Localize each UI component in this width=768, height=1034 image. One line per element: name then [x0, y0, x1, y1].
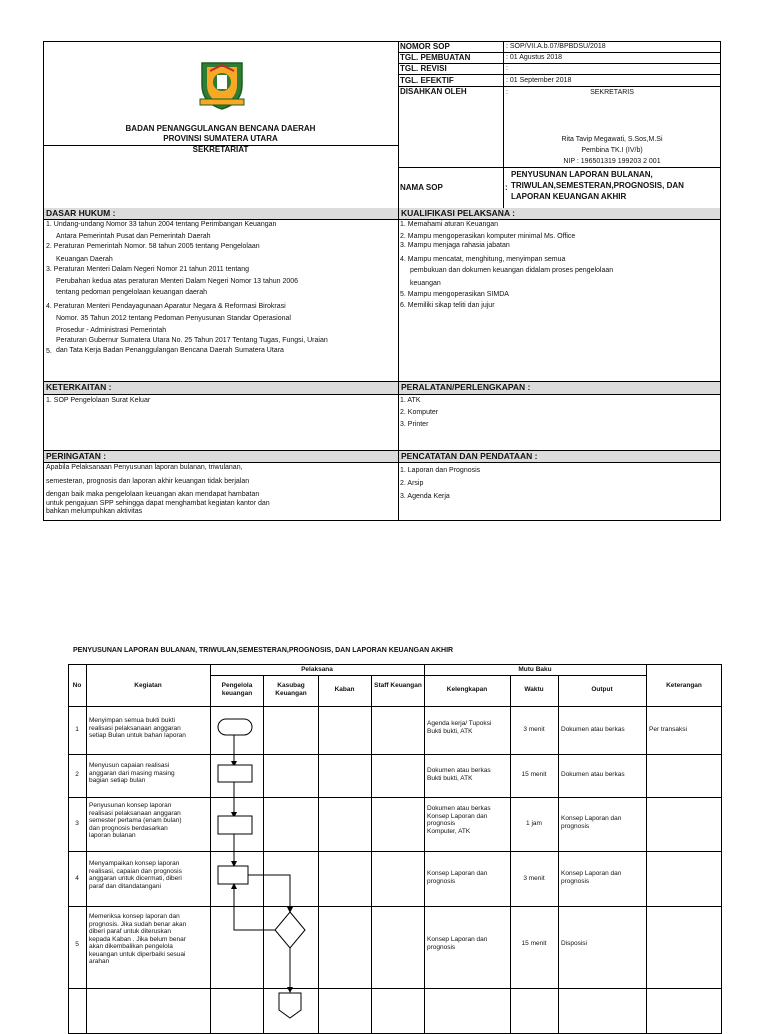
- kelengkapan-line: Agenda kerja/ Tupoksi: [427, 720, 492, 727]
- nama-sop-line: LAPORAN KEUANGAN AKHIR: [511, 192, 627, 201]
- peringatan-line: bahkan melumpuhkan aktivitas: [46, 508, 143, 516]
- tgl-efektif-label: TGL. EFEKTIF: [400, 76, 454, 85]
- kualifikasi-item: 4. Mampu mencatat, menghitung, menyimpan semua: [400, 255, 566, 263]
- kualifikasi-item: pembukuan dan dokumen keuangan didalam proses pengelolaan: [410, 266, 614, 274]
- kegiatan-line: Menyampaikan konsep laporan: [89, 860, 180, 867]
- peralatan-item: 1. ATK: [400, 397, 421, 404]
- row-waktu: 1 jam: [526, 820, 542, 827]
- kegiatan-line: diberi paraf untuk diteruskan: [89, 928, 172, 935]
- peralatan-item: 2. Komputer: [400, 409, 439, 416]
- header-mutu-baku: Mutu Baku: [518, 666, 552, 673]
- dasar-hukum-item: 2. Peraturan Pemerintah Nomor. 58 tahun 2005 tentang Pengelolaan: [46, 243, 260, 251]
- header-keterangan: Keterangan: [666, 682, 702, 689]
- kualifikasi-item: 5. Mampu mengoperasikan SIMDA: [400, 291, 509, 299]
- tgl-revisi-label: TGL. REVISI: [400, 64, 447, 73]
- kualifikasi-item: 2. Mampu mengoperasikan komputer minimal Ms. Office: [400, 233, 576, 241]
- flow-arrow: [248, 875, 290, 910]
- pencatatan-heading: PENCATATAN DAN PENDATAAN :: [399, 451, 720, 462]
- dasar-hukum-item: Peraturan Gubernur Sumatera Utara No. 25 Tahun 2017 Tentang Tugas, Fungsi, Uraian: [56, 337, 328, 345]
- dasar-hukum-item: Keuangan Daerah: [56, 255, 113, 263]
- process-box-shape: [218, 866, 248, 884]
- disahkan-label: DISAHKAN OLEH: [400, 87, 467, 96]
- row-no: 2: [75, 771, 79, 778]
- nama-sop-line: TRIWULAN,SEMESTERAN,PROGNOSIS, DAN: [511, 181, 684, 190]
- pencatatan-item: 3. Agenda Kerja: [400, 493, 450, 500]
- kegiatan-line: realisasi pelaksanaan anggaran: [89, 724, 181, 732]
- peringatan-line: dengan baik maka pengelolaan keuangan akan mendapat hambatan: [46, 491, 260, 499]
- row-no: 1: [75, 726, 79, 733]
- flow-arrow: [234, 886, 275, 930]
- org-unit-line: SEKRETARIAT: [192, 145, 249, 154]
- kelengkapan-line: Bukti bukti, ATK: [427, 774, 473, 782]
- nomor-sop-value: : SOP/VII.A.b.07/BPBDSU/2018: [506, 43, 606, 50]
- kegiatan-line: Memeriksa konsep laporan dan: [89, 913, 180, 920]
- kelengkapan-line: Komputer, ATK: [427, 827, 471, 835]
- kegiatan-line: realisasi pelaksanaan anggaran: [89, 809, 181, 817]
- signer-rank: Pembina TK.I (IV/b): [581, 147, 643, 154]
- kegiatan-line: setiap Bulan untuk bahan laporan: [89, 732, 186, 739]
- dasar-hukum-item: 1. Undang-undang Nomor 33 tahun 2004 tentang Perimbangan Keuangan: [46, 221, 277, 228]
- row-waktu: 15 menit: [521, 940, 547, 947]
- start-terminator-shape: [218, 719, 252, 735]
- output-line: prognosis: [561, 822, 590, 830]
- output-line: Konsep Laporan dan: [561, 815, 622, 822]
- kegiatan-line: laporan bulanan: [89, 832, 136, 839]
- header-output: Output: [591, 686, 613, 693]
- off-page-connector-shape: [279, 993, 301, 1018]
- kelengkapan-line: Bukti bukti, ATK: [427, 727, 473, 735]
- peralatan-heading: PERALATAN/PERLENGKAPAN :: [399, 382, 720, 394]
- dasar-hukum-item: dan Tata Kerja Badan Penanggulangan Bencana Daerah Sumatera Utara: [56, 347, 284, 355]
- peringatan-line: untuk pengajuan SPP sehingga dapat menghambat kegiatan kantor dan: [46, 499, 270, 507]
- keterkaitan-heading: KETERKAITAN :: [44, 382, 398, 394]
- kegiatan-line: anggaran dari masing masing: [89, 769, 175, 777]
- signer-nip: NIP : 196501319 199203 2 001: [563, 158, 661, 165]
- kualifikasi-item: 6. Memiliki sikap teliti dan jujur: [400, 302, 495, 310]
- kegiatan-line: arahan: [89, 958, 110, 965]
- output-line: prognosis: [561, 877, 590, 885]
- tgl-efektif-value: : 01 September 2018: [506, 77, 572, 84]
- kegiatan-line: Penyusunan konsep laporan: [89, 802, 172, 809]
- kualifikasi-heading: KUALIFIKASI PELAKSANA :: [399, 208, 720, 219]
- tgl-revisi-value: :: [506, 65, 508, 72]
- nama-sop-label: NAMA SOP: [400, 183, 443, 192]
- process-box-shape: [218, 765, 252, 782]
- kelengkapan-line: prognosis: [427, 943, 456, 951]
- kegiatan-line: paraf dan ditandatangani: [89, 882, 161, 890]
- kegiatan-line: keuangan untuk diperbaiki sesuai: [89, 950, 186, 958]
- nama-sop-colon: :: [505, 183, 508, 192]
- row-no: 4: [75, 875, 79, 882]
- tgl-pembuatan-value: : 01 Agustus 2018: [506, 54, 563, 61]
- row-waktu: 15 menit: [521, 771, 547, 778]
- dasar-hukum-item: Nomor. 35 Tahun 2012 tentang Pedoman Penyusunan Standar Operasional: [56, 314, 291, 322]
- kegiatan-line: prognosis. Jika sudah benar akan: [89, 920, 187, 928]
- keterkaitan-item: 1. SOP Pengelolaan Surat Keluar: [46, 397, 151, 404]
- tgl-pembuatan-label: TGL. PEMBUATAN: [400, 53, 471, 62]
- kelengkapan-line: Konsep Laporan dan: [427, 936, 488, 943]
- org-name-line: BADAN PENANGGULANGAN BENCANA DAERAH: [125, 124, 316, 133]
- header-no: No: [72, 682, 82, 689]
- row-output: Dokumen atau berkas: [561, 726, 625, 733]
- header-pengelola: Pengelola keuangan: [221, 682, 253, 697]
- row-output: Dokumen atau berkas: [561, 771, 625, 778]
- kelengkapan-line: Konsep Laporan dan: [427, 812, 488, 820]
- signer-name: Rita Tavip Megawati, S.Sos,M.Si: [561, 136, 663, 143]
- disahkan-colon: :: [506, 89, 508, 96]
- process-box-shape: [218, 816, 252, 834]
- kelengkapan-line: prognosis: [427, 820, 456, 827]
- kegiatan-line: anggaran untuk dicermati, diberi: [89, 875, 182, 882]
- header-staff: Staff Keuangan: [374, 682, 422, 689]
- row-waktu: 3 menit: [523, 726, 545, 733]
- kualifikasi-item: keuangan: [410, 280, 441, 288]
- kegiatan-line: realisasi, capaian dan prognosis: [89, 867, 182, 875]
- header-kaban: Kaban: [334, 686, 355, 693]
- header-waktu: Waktu: [524, 686, 544, 693]
- kegiatan-line: Menyusun capaian realisasi: [89, 762, 170, 769]
- row-keterangan: Per transaksi: [649, 726, 687, 733]
- peringatan-heading: PERINGATAN :: [44, 451, 398, 462]
- kegiatan-line: bagian setiap bulan: [89, 777, 146, 784]
- kegiatan-line: dan prognosis berdasarkan: [89, 824, 168, 832]
- dasar-hukum-heading: DASAR HUKUM :: [44, 208, 398, 219]
- header-kegiatan: Kegiatan: [134, 682, 162, 689]
- dasar-hukum-num-5: 5.: [46, 348, 52, 355]
- peringatan-line: semesteran, prognosis dan laporan akhir keuangan tidak berjalan: [46, 477, 250, 485]
- dasar-hukum-item: Perubahan kedua atas peraturan Menteri Dalam Negeri Nomor 13 tahun 2006: [56, 278, 299, 286]
- kegiatan-line: Menyimpan semua bukti bukti: [89, 717, 175, 724]
- dasar-hukum-item: Prosedur - Administrasi Pemerintah: [56, 326, 167, 334]
- flow-title: PENYUSUNAN LAPORAN BULANAN, TRIWULAN,SEMESTERAN,PROGNOSIS, DAN LAPORAN KEUANGAN AKHIR: [73, 647, 454, 654]
- header-pelaksana: Pelaksana: [301, 666, 333, 673]
- row-no: 5: [75, 941, 79, 948]
- kelengkapan-line: Dokumen atau berkas: [427, 805, 491, 812]
- row-waktu: 3 menit: [523, 875, 545, 882]
- nama-sop-line: PENYUSUNAN LAPORAN BULANAN,: [511, 170, 653, 179]
- org-province-line: PROVINSI SUMATERA UTARA: [163, 134, 278, 143]
- kelengkapan-line: Konsep Laporan dan: [427, 870, 488, 877]
- dasar-hukum-item: tentang pedoman pengelolaan keuangan daerah: [56, 289, 208, 297]
- kegiatan-line: kepada Kaban . Jika belum benar: [89, 935, 186, 943]
- header-kelengkapan: Kelengkapan: [446, 686, 488, 693]
- kelengkapan-line: Dokumen atau berkas: [427, 767, 491, 774]
- row-output: Disposisi: [561, 940, 588, 947]
- peringatan-line: Apabila Pelaksanaan Penyusunan laporan bulanan, triwulanan,: [46, 464, 243, 471]
- row-no: 3: [75, 820, 79, 827]
- kegiatan-line: semester pertama (enam bulan): [89, 817, 182, 824]
- output-line: Konsep Laporan dan: [561, 870, 622, 877]
- kelengkapan-line: prognosis: [427, 877, 456, 885]
- peralatan-item: 3. Printer: [400, 421, 429, 428]
- dasar-hukum-item: 3. Peraturan Menteri Dalam Negeri Nomor 21 tahun 2011 tentang: [46, 265, 249, 273]
- disahkan-role: SEKRETARIS: [590, 89, 634, 96]
- decision-diamond-shape: [275, 912, 305, 948]
- pencatatan-item: 2. Arsip: [400, 480, 424, 487]
- dasar-hukum-item: Antara Pemerintah Pusat dan Pemerintah Daerah: [56, 233, 211, 241]
- kualifikasi-item: 1. Memahami aturan Keuangan: [400, 221, 499, 228]
- dasar-hukum-item: 4. Peraturan Menteri Pendayagunaan Aparatur Negara & Reformasi Birokrasi: [46, 303, 286, 311]
- header-kasubag: Kasubag Keuangan: [275, 682, 307, 697]
- kegiatan-line: akan dikembalikan pengelola: [89, 943, 173, 950]
- pencatatan-item: 1. Laporan dan Prognosis: [400, 467, 481, 474]
- kualifikasi-item: 3. Mampu menjaga rahasia jabatan: [400, 242, 510, 250]
- nomor-sop-label: NOMOR SOP: [400, 42, 450, 51]
